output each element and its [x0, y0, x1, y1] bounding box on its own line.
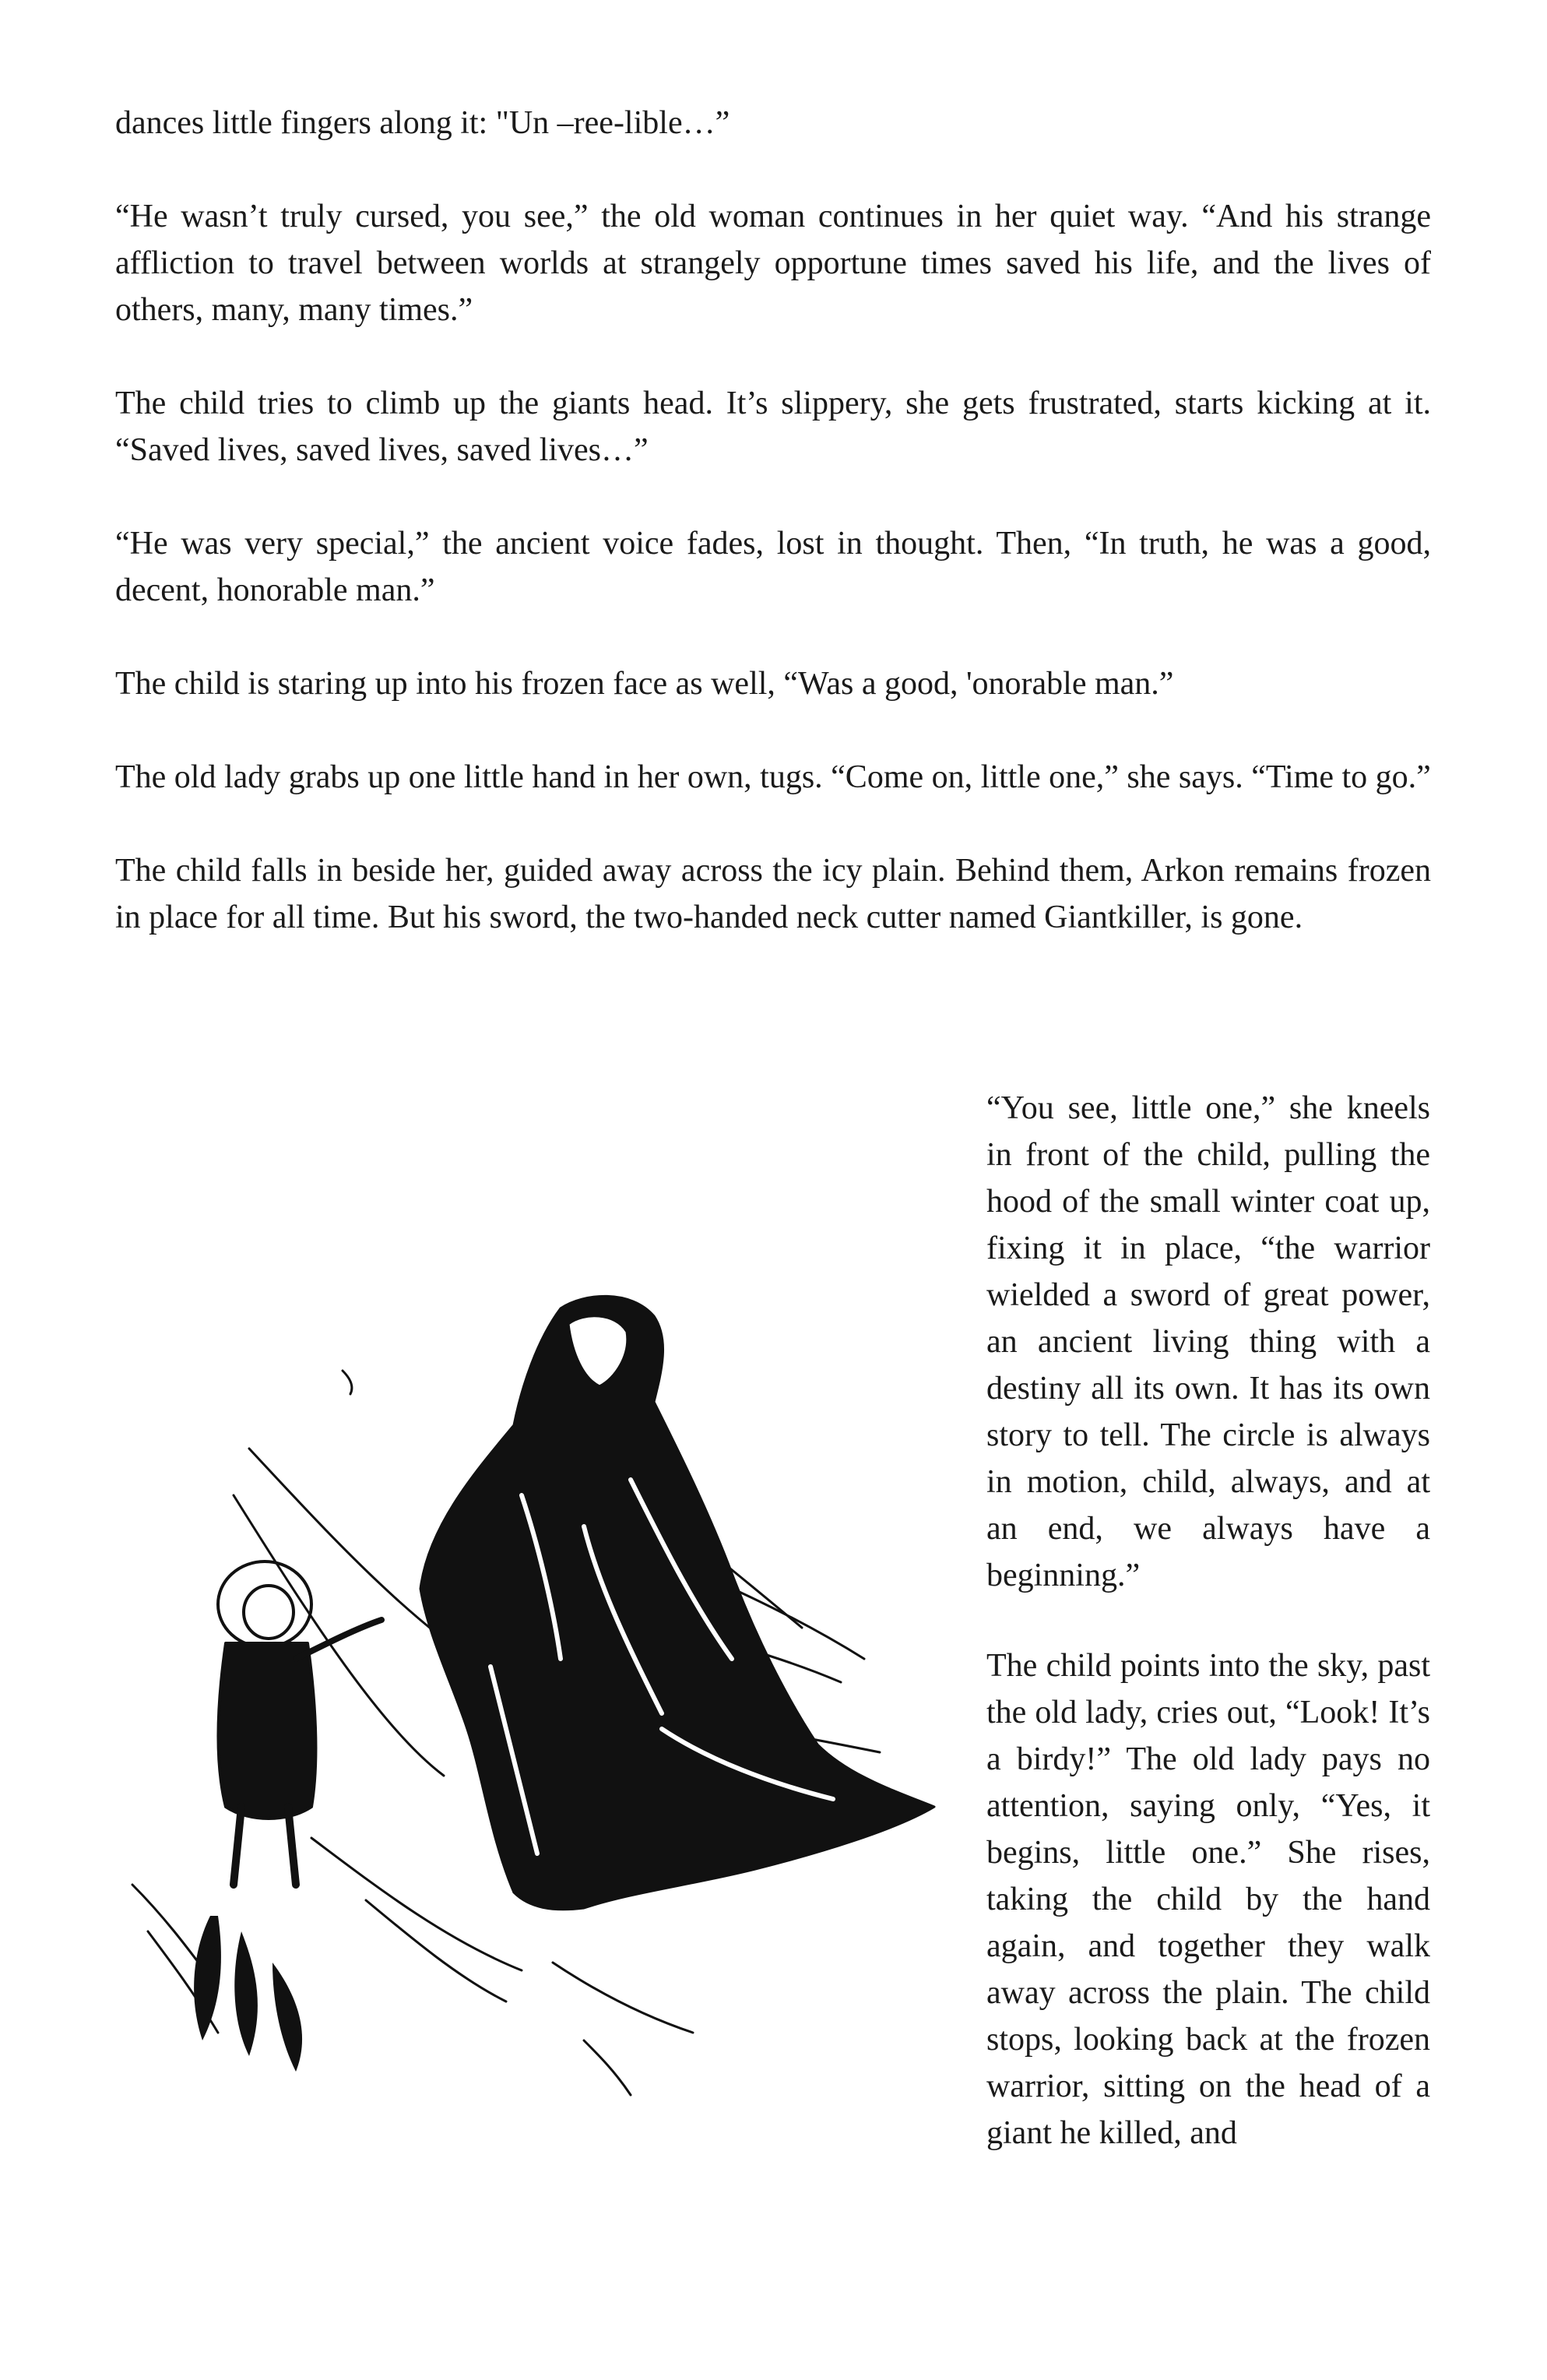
- wind-line: [343, 1371, 352, 1394]
- child-coat: [219, 1643, 316, 1818]
- child-figure: [218, 1561, 381, 1885]
- child-arm: [296, 1620, 381, 1659]
- plant: [272, 1963, 302, 2072]
- snow-plants: [194, 1916, 302, 2072]
- paragraph: “He was very special,” the ancient voice fades, lost in thought. Then, “In truth, he was a good, decent, honorable man.”: [115, 526, 1431, 608]
- side-text-block: [986, 1085, 1430, 2200]
- wind-line: [311, 1838, 522, 1970]
- side-paragraph: “You see, little one,” she kneels in front of the child, pulling the hood of the small winter coat up, fixing it in place, “the warrior wielded a sword of great power, an ancient living thing with a destiny all its own. It has its own story to tell. The circle is always in motion, child, always, and at an end, we always have a beginning.”: [986, 1090, 1430, 1593]
- plant: [234, 1931, 258, 2056]
- paragraph: “He wasn’t truly cursed, you see,” the old woman continues in her quiet way. “And his strange affliction to travel between worlds at strangely opportune times saved his life, and the lives of others, many, many times.”: [115, 199, 1431, 328]
- wind-line: [366, 1900, 506, 2002]
- side-paragraph: The child points into the sky, past the old lady, cries out, “Look! It’s a birdy!” The old lady pays no attention, saying only, “Yes, it begins, little one.” She rises, taking the child by the hand again, and together they walk away across the plain. The child stops, looking back at the frozen warrior, sitting on the head of a giant he killed, and: [986, 1648, 1430, 2151]
- paragraph: The old lady grabs up one little hand in her own, tugs. “Come on, little one,” she says. “Time to go.”: [115, 759, 1431, 795]
- paragraph: The child tries to climb up the giants head. It’s slippery, she gets frustrated, starts kicking at it. “Saved lives, saved lives, saved lives…”: [115, 386, 1431, 468]
- paragraph: The child falls in beside her, guided away across the icy plain. Behind them, Arkon remains frozen in place for all time. But his sword, the two-handed neck cutter named Giantkiller, is gone.: [115, 853, 1431, 935]
- cloaked-woman-and-child-drawing: [117, 1293, 942, 2111]
- wind-line: [553, 1963, 693, 2033]
- cloaked-figure: [420, 1296, 934, 1909]
- paragraph: dances little fingers along it: "Un –ree-lible…”: [115, 105, 730, 141]
- ink-illustration: [117, 1293, 942, 2111]
- plant: [194, 1916, 221, 2040]
- cloak: [420, 1296, 934, 1909]
- full-width-text-block: [115, 100, 1431, 988]
- paragraph: The child is staring up into his frozen face as well, “Was a good, 'onorable man.”: [115, 666, 1174, 702]
- wind-line: [584, 2040, 631, 2095]
- child-face: [244, 1586, 294, 1639]
